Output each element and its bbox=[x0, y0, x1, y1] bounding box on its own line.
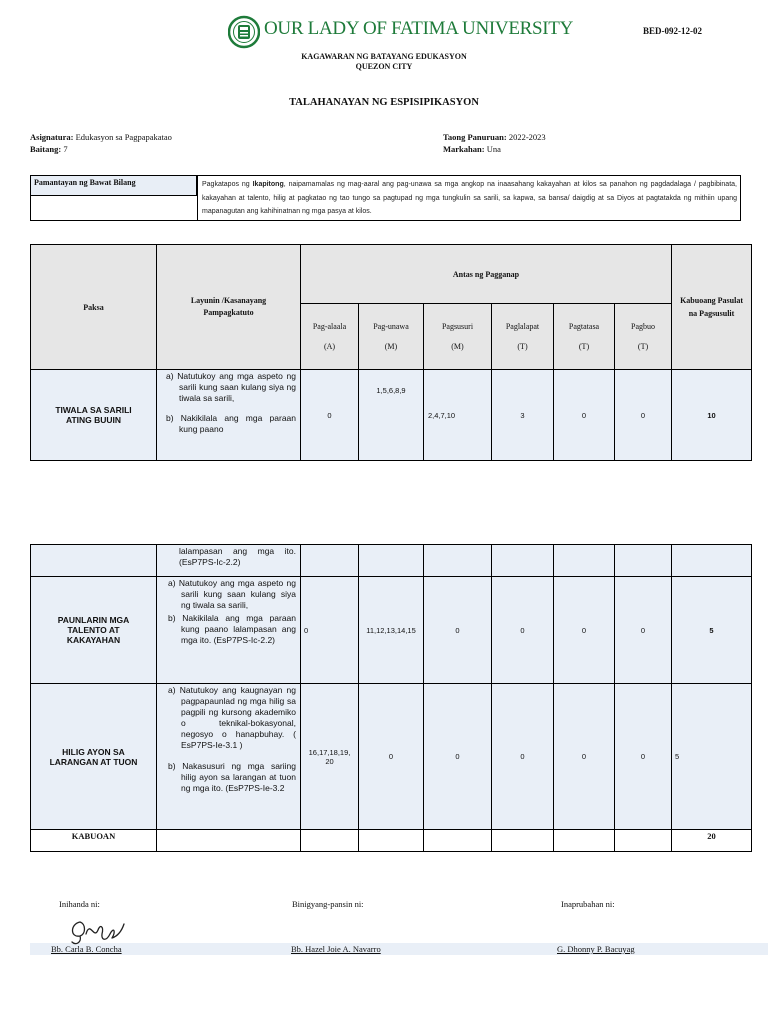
level-name: Pagbuo bbox=[631, 321, 656, 331]
objective-b: b) Nakasusuri ng mga sariing hilig ayon sa larangan at tuon ng mga ito. (EsP7PS-Ie-3.2 bbox=[168, 761, 296, 793]
objective-continued: lalampasan ang mga ito. (EsP7PS-Ic-2.2) bbox=[179, 546, 296, 567]
value-cell: 3 bbox=[492, 370, 554, 461]
level-code: (M) bbox=[451, 341, 464, 351]
objective-b: b) Nakikilala ang mga paraan kung paano bbox=[166, 413, 296, 434]
standard-text bbox=[202, 178, 737, 219]
level-header-analyze bbox=[424, 304, 492, 370]
handwritten-signature bbox=[66, 912, 130, 948]
specification-table bbox=[30, 244, 752, 461]
level-name: Pagtatasa bbox=[568, 321, 600, 331]
subject-value: Edukasyon sa Pagpapakatao bbox=[75, 132, 172, 142]
grade-value: 7 bbox=[63, 144, 68, 154]
university-seal-logo bbox=[228, 14, 260, 50]
topic-cell bbox=[31, 545, 157, 577]
level-code: (T) bbox=[578, 341, 590, 351]
school-year-label: Taong Panuruan bbox=[443, 132, 504, 142]
value-cell: 0 bbox=[492, 577, 554, 684]
school-year-value: 2022-2023 bbox=[508, 132, 546, 142]
table-row bbox=[31, 577, 752, 684]
table-row bbox=[31, 684, 752, 830]
total-empty-cell bbox=[492, 830, 554, 852]
value-cell: 11,12,13,14,15 bbox=[359, 577, 424, 684]
topic-cell: TIWALA SA SARILI ATING BUUIN bbox=[31, 370, 157, 461]
standard-text-rest: , naipamamalas ng mag-aaral ang pag-unawa sa mga angkop na inaasahang kakayahan at kilos sa panahon ng pagdadalaga / pagbibinata, kakayahan at talento, hilig at pagkatao ng tao tungo sa pagtupad ng mga tungkulin sa sarili, sa kapwa, sa bansa/ daigdig at sa Diyos at pagtatakda ng mithiin upang mapanagutan ang kahihinatnan ng mga pasya at kilos. bbox=[202, 181, 737, 215]
total-cell: 5 bbox=[672, 684, 752, 830]
objective-a: a) Natutukoy ang mga aspeto ng sarili kung saan kulang siya ng tiwala sa sarili, bbox=[168, 578, 296, 610]
value-cell: 0 bbox=[615, 370, 672, 461]
approved-by-label: Inaprubahan ni: bbox=[561, 899, 615, 909]
specification-table-continued bbox=[30, 544, 752, 852]
value-cell: 0 bbox=[615, 577, 672, 684]
subject-line: Asignatura: Edukasyon sa Pagpapakatao bbox=[30, 132, 172, 142]
value-cell: 0 bbox=[554, 577, 615, 684]
value-cell: 16,17,18,19, 20 bbox=[301, 684, 359, 830]
quarter-line: Markahan: Una bbox=[443, 144, 501, 154]
level-header-evaluate bbox=[554, 304, 615, 370]
level-name: Pag-unawa bbox=[373, 321, 409, 331]
header-topic: Paksa bbox=[31, 245, 157, 370]
objective-cell bbox=[157, 545, 301, 577]
value-cell: 0 bbox=[554, 684, 615, 830]
header-objective: Layunin /Kasanayang Pampagkatuto bbox=[157, 245, 301, 370]
level-header-apply bbox=[492, 304, 554, 370]
total-label: KABUOAN bbox=[31, 830, 157, 852]
prepared-by-name: Bb. Carla B. Concha bbox=[51, 944, 122, 954]
total-row bbox=[31, 830, 752, 852]
header-total: Kabuoang Pasulat na Pagsusulit bbox=[672, 245, 752, 370]
objective-cell bbox=[157, 577, 301, 684]
value-cell: 2,4,7,10 bbox=[424, 370, 492, 461]
department-heading bbox=[0, 52, 768, 72]
university-name: OUR LADY OF FATIMA UNIVERSITY bbox=[264, 18, 574, 39]
quarter-label: Markahan bbox=[443, 144, 482, 154]
level-header-create bbox=[615, 304, 672, 370]
grade-label: Baitang bbox=[30, 144, 59, 154]
total-empty-cell bbox=[359, 830, 424, 852]
level-header-understand bbox=[359, 304, 424, 370]
objective-a: a) Natutukoy ang kaugnayan ng pagpapaunlad ng mga hilig sa pagpili ng kursong akademiko o teknikal-bokasyonal, negosyo o hanapbuhay. ( EsP7PS-Ie-3.1 ) bbox=[168, 685, 296, 750]
topic-cell: HILIG AYON SA LARANGAN AT TUON bbox=[31, 684, 157, 830]
value-cell: 0 bbox=[424, 684, 492, 830]
level-code: (M) bbox=[384, 341, 398, 351]
document-code: BED-092-12-02 bbox=[643, 26, 702, 36]
level-name: Pagsusuri bbox=[441, 321, 474, 331]
standard-box bbox=[30, 175, 741, 221]
level-header-remember bbox=[301, 304, 359, 370]
value-cell bbox=[492, 545, 554, 577]
total-cell: 10 bbox=[672, 370, 752, 461]
value-cell: 1,5,6,8,9 bbox=[359, 370, 424, 461]
value-cell: 0 bbox=[424, 577, 492, 684]
value-cell bbox=[359, 545, 424, 577]
objective-cell bbox=[157, 370, 301, 461]
signature-strip bbox=[30, 943, 768, 955]
subject-label: Asignatura bbox=[30, 132, 71, 142]
level-name: Pag-alaala bbox=[312, 321, 347, 331]
value-cell bbox=[615, 545, 672, 577]
total-empty-cell bbox=[615, 830, 672, 852]
objective-cell bbox=[157, 684, 301, 830]
noted-by-name: Bb. Hazel Joie A. Navarro bbox=[291, 944, 381, 954]
value-cell: 0 bbox=[615, 684, 672, 830]
value-cell bbox=[301, 545, 359, 577]
page-title: TALAHANAYAN NG ESPISIPIKASYON bbox=[289, 97, 479, 108]
topic-cell: PAUNLARIN MGA TALENTO AT KAKAYAHAN bbox=[31, 577, 157, 684]
level-code: (T) bbox=[637, 341, 649, 351]
value-cell: 0 bbox=[554, 370, 615, 461]
grade-line: Baitang: 7 bbox=[30, 144, 68, 154]
standard-text-prefix: Pagkatapos ng bbox=[202, 181, 253, 188]
total-empty-cell bbox=[554, 830, 615, 852]
total-cell bbox=[672, 545, 752, 577]
prepared-by-label: Inihanda ni: bbox=[59, 899, 100, 909]
value-cell bbox=[554, 545, 615, 577]
value-cell: 0 bbox=[492, 684, 554, 830]
total-empty-cell bbox=[157, 830, 301, 852]
standard-label: Pamantayan ng Bawat Bilang bbox=[31, 176, 197, 196]
noted-by-label: Binigyang-pansin ni: bbox=[292, 899, 364, 909]
grand-total: 20 bbox=[672, 830, 752, 852]
standard-divider bbox=[197, 176, 198, 220]
department-name: KAGAWARAN NG BATAYANG EDUKASYON bbox=[301, 52, 467, 61]
objective-a: a) Natutukoy ang mga aspeto ng sarili kung saan kulang siya ng tiwala sa sarili, bbox=[166, 371, 296, 403]
level-name: Paglalapat bbox=[505, 321, 540, 331]
total-cell: 5 bbox=[672, 577, 752, 684]
level-code: (A) bbox=[323, 341, 336, 351]
value-cell: 0 bbox=[301, 370, 359, 461]
table-row bbox=[31, 545, 752, 577]
objective-b: b) Nakikilala ang mga paraan kung paano lalampasan ang mga ito. (EsP7PS-Ic-2.2) bbox=[168, 613, 296, 645]
standard-text-bold: Ikapitong bbox=[252, 181, 284, 188]
value-cell: 0 bbox=[359, 684, 424, 830]
city-name: QUEZON CITY bbox=[355, 62, 413, 71]
total-empty-cell bbox=[424, 830, 492, 852]
school-year-line: Taong Panuruan: 2022-2023 bbox=[443, 132, 546, 142]
table-row bbox=[31, 370, 752, 461]
value-cell bbox=[424, 545, 492, 577]
level-code: (T) bbox=[517, 341, 528, 351]
total-empty-cell bbox=[301, 830, 359, 852]
header-levels: Antas ng Pagganap bbox=[301, 245, 672, 304]
value-cell: 0 bbox=[301, 577, 359, 684]
approved-by-name: G. Dhonny P. Bacuyag bbox=[557, 944, 635, 954]
quarter-value: Una bbox=[486, 144, 501, 154]
